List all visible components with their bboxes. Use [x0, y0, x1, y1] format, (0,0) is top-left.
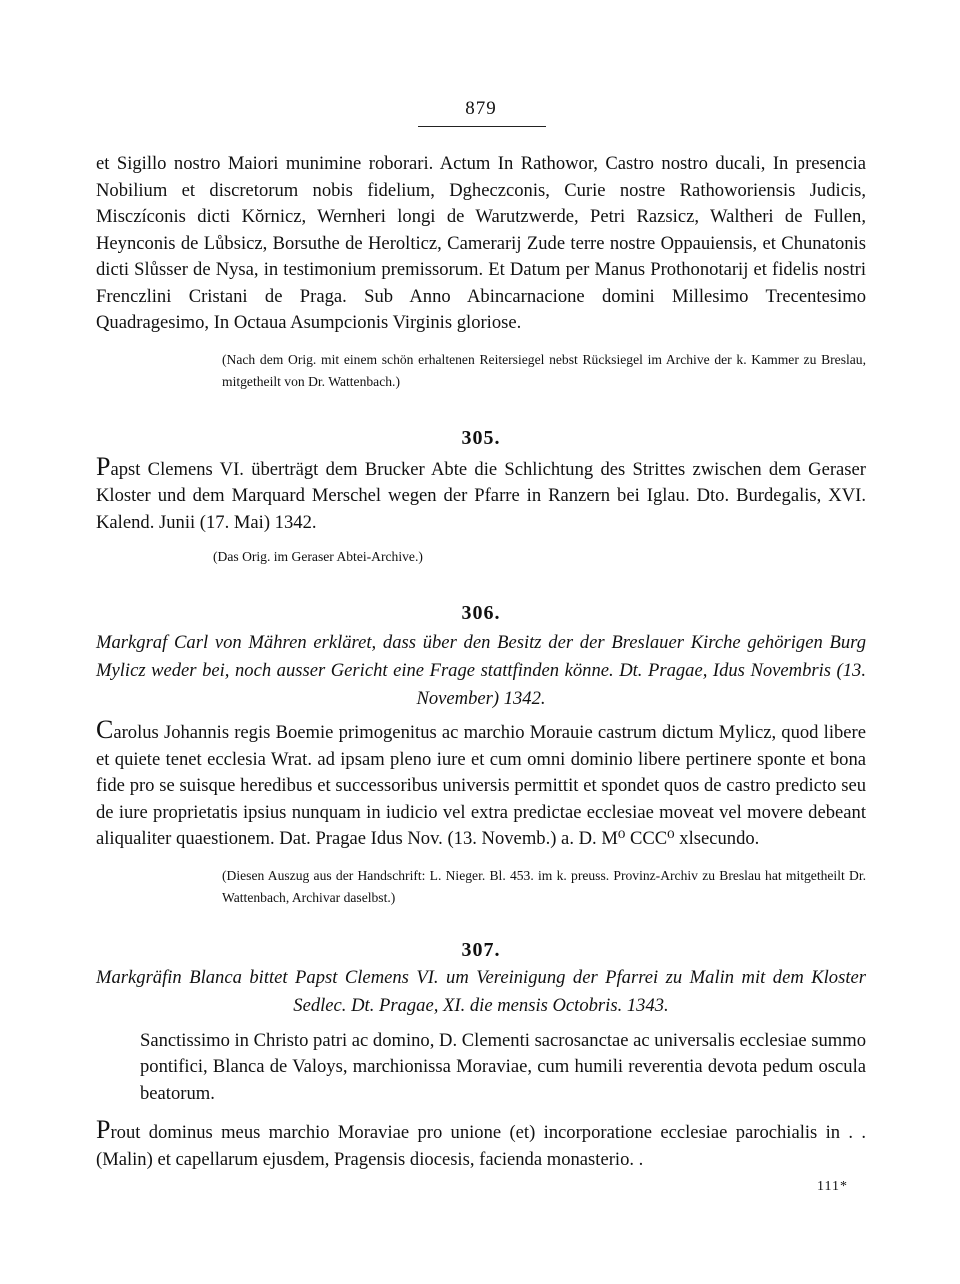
doc-305-initial: P	[96, 451, 111, 481]
header-rule	[418, 126, 546, 127]
doc-307-summary: Markgräfin Blanca bittet Papst Clemens VI. um Vereinigung der Pfarrei zu Malin mit dem Kloster Sedlec. Dt. Pragae, XI. die mensis Octobris. 1343.	[96, 966, 866, 1016]
doc-307-salutation: Sanctissimo in Christo patri ac domino, D. Clementi sacrosanctae ac universalis ecclesiae summo pontifici, Blanca de Valoys, marchionissa Moraviae, cum humili reverentia devota pedum oscula beatorum.	[140, 1029, 867, 1104]
doc-305-text: apst Clemens VI. überträgt dem Brucker Abte die Schlichtung des Strittes zwischen dem Geraser Kloster und dem Marquard Merschel wegen der Pfarre in Ranzern bei Iglau. Dto. Burdegalis, XVI. Kalend. Junii (17. Mai) 1342.	[96, 458, 866, 533]
doc-306-text: arolus Johannis regis Boemie primogenitus ac marchio Morauie castrum dictum Mylicz, quod libere et quiete tenet ecclesia Wrat. ad ipsam pleno iure et cum omni dominio libere pertinere sponte et bona fide pro se suisque heredibus et successoribus universis permittit et spondet quos de castro predicto seu de iure proprietatis ipsius nunquam in iudicio vel extra predictae ecclesiae moveat vel movere debeant aliqualiter quaestionem. Dat. Pragae Idus Nov. (13. Novemb.) a. D. M⁰ CCC⁰ xlsecundo.	[96, 722, 866, 849]
intro-text: et Sigillo nostro Maiori munimine roborari. Actum In Rathowor, Castro nostro ducali, In presencia Nobilium et discretorum nobis fidelium, Dgheczconis, Curie nostre Rathoworiensis Judicis, Misczíconis dicti Kŏrnicz, Wernheri longi de Warutzwerde, Petri Razsicz, Waltheri de Fullen, Heynconis de Lůbsicz, Borsuthe de Herolticz, Camerarij Zude terre nostre Oppauiensis, et Chunatonis dicti Slůsser de Nysa, in testimonium premissorum. Et Datum per Manus Prothonotarij et fidelis nostri Frenczlini Cristani de Praga. Sub Anno Abincarnacione domini Millesimo Trecentesimo Quadragesimo, In Octaua Asumpcionis Virginis gloriose.	[96, 153, 866, 333]
doc-306-text-block	[96, 717, 866, 853]
doc-307-initial: P	[96, 1115, 111, 1144]
doc-307-text: rout dominus meus marchio Moraviae pro unione (et) incorporatione ecclesiae parochialis in . . (Malin) et capellarum ejusdem, Pragensis diocesis, facienda monasterio. .	[96, 1122, 866, 1170]
doc-306-source-note: (Diesen Auszug aus der Handschrift: L. Nieger. Bl. 453. im k. preuss. Provinz-Archiv zu Breslau hat mitgetheilt Dr. Wattenbach, Archivar daselbst.)	[222, 867, 866, 905]
document-page	[96, 98, 866, 1195]
doc-306-number: 306.	[461, 602, 501, 624]
page-number: 879	[465, 98, 497, 119]
doc-306-initial: C	[96, 715, 114, 744]
intro-source-note: (Nach dem Orig. mit einem schön erhaltenen Reitersiegel nebst Rücksiegel im Archive der k. Kammer zu Breslau, mitgetheilt von Dr. Wattenbach.)	[222, 351, 866, 389]
doc-307-number: 307.	[461, 938, 501, 961]
doc-305-number: 305.	[461, 426, 501, 449]
doc-306-summary: Markgraf Carl von Mähren erkläret, dass über den Besitz der der Breslauer Kirche gehörigen Burg Mylicz weder bei, noch ausser Gericht eine Frage stattfinden könne. Dt. Pragae, Idus Novembris (13. November) 1342.	[96, 632, 866, 709]
doc-305-source-note: (Das Orig. im Geraser Abtei-Archive.)	[213, 549, 423, 564]
doc-305-summary	[96, 451, 866, 537]
signature-mark: 111*	[817, 1179, 848, 1194]
doc-307-text-block	[96, 1117, 866, 1173]
